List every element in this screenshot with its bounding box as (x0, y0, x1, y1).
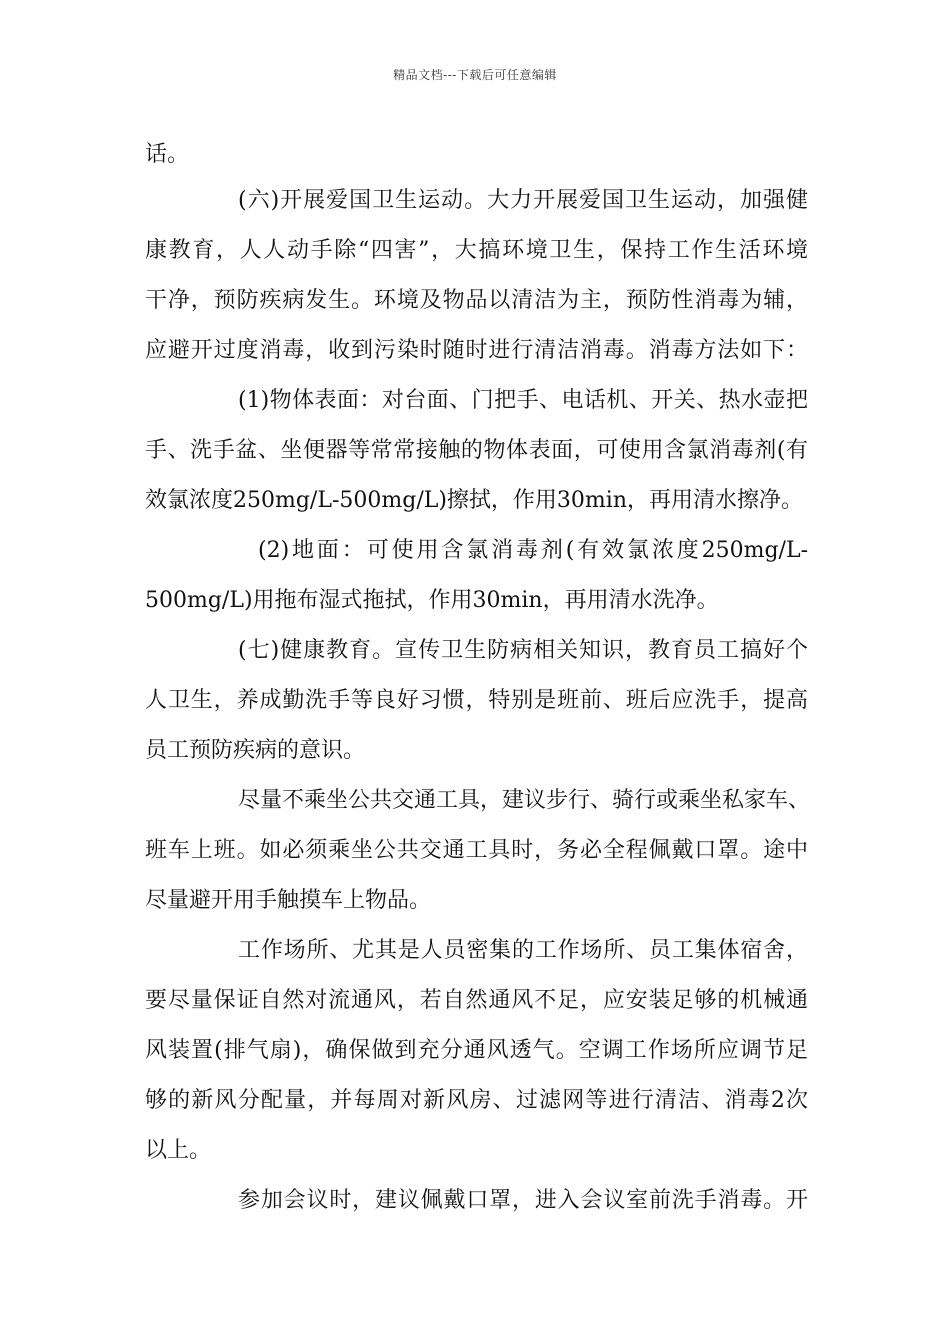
text-line: 要尽量保证自然对流通风，若自然通风不足，应安装足够的机械通 (145, 988, 808, 1013)
text-line: 员工预防疾病的意识。 (145, 738, 366, 763)
text-line: 手、洗手盆、坐便器等常常接触的物体表面，可使用含氯消毒剂(有 (145, 438, 808, 463)
text-line: 效氯浓度250mg/L-500mg/L)擦拭，作用30min，再用清水擦净。 (145, 488, 803, 513)
text-line: 够的新风分配量，并每周对新风房、过滤网等进行清洁、消毒2次 (145, 1088, 808, 1113)
text-line: 以上。 (145, 1138, 212, 1163)
text-line: 班车上班。如必须乘坐公共交通工具时，务必全程佩戴口罩。途中 (145, 838, 808, 863)
text-line: 500mg/L)用拖布湿式拖拭，作用30min，再用清水洗净。 (145, 588, 719, 613)
text-line: 尽量避开用手触摸车上物品。 (145, 888, 432, 913)
paragraph-first-line: 尽量不乘坐公共交通工具，建议步行、骑行或乘坐私家车、 (238, 788, 811, 813)
paragraph-first-line: 工作场所、尤其是人员密集的工作场所、员工集体宿舍， (238, 938, 808, 963)
paragraph-first-line: (六)开展爱国卫生运动。大力开展爱国卫生运动，加强健 (238, 188, 808, 213)
paragraph-first-line: 参加会议时，建议佩戴口罩，进入会议室前洗手消毒。开 (238, 1188, 808, 1213)
paragraph-first-line: (1)物体表面：对台面、门把手、电话机、开关、热水壶把 (238, 388, 808, 413)
text-line: 康教育，人人动手除“四害”，大搞环境卫生，保持工作生活环境 (145, 238, 808, 263)
paragraph-first-line: (2)地面：可使用含氯消毒剂(有效氯浓度250mg/L- (258, 538, 808, 563)
text-line: 干净，预防疾病发生。环境及物品以清洁为主，预防性消毒为辅， (145, 288, 808, 313)
paragraph-first-line: (七)健康教育。宣传卫生防病相关知识，教育员工搞好个 (238, 638, 808, 663)
text-line: 话。 (145, 142, 190, 167)
text-line: 风装置(排气扇)，确保做到充分通风透气。空调工作场所应调节足 (145, 1038, 808, 1063)
page-header: 精品文档---下载后可任意编辑 (393, 68, 557, 82)
text-line: 应避开过度消毒，收到污染时随时进行清洁消毒。消毒方法如下： (145, 338, 808, 363)
text-line: 人卫生，养成勤洗手等良好习惯，特别是班前、班后应洗手，提高 (145, 688, 808, 713)
